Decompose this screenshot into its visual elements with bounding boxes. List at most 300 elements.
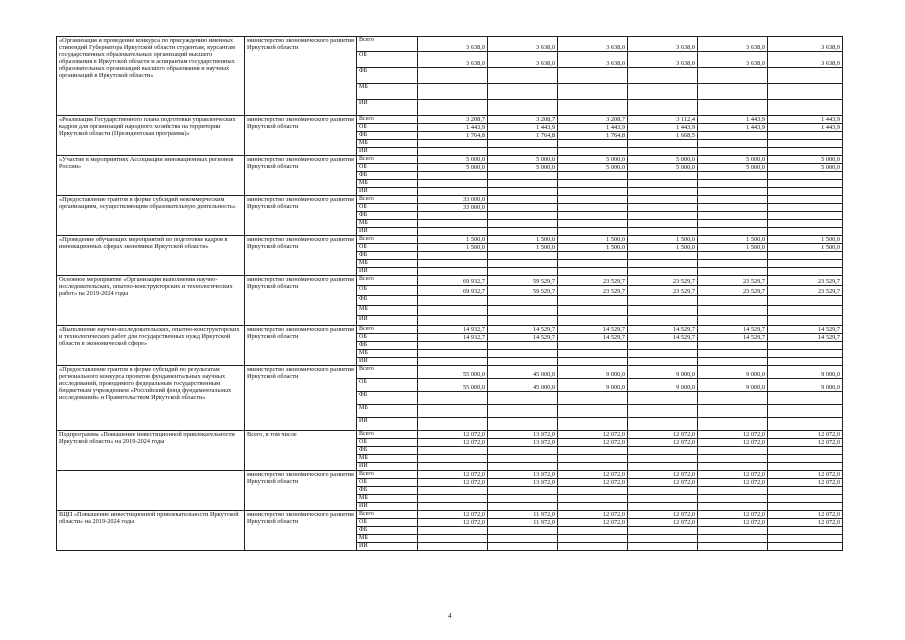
amount-cell: [488, 204, 558, 212]
amount-cell: [418, 180, 488, 188]
amount-cell: 23 529,7: [698, 276, 768, 286]
amount-cell: 12 072,0: [628, 511, 698, 519]
amount-cell: [418, 148, 488, 156]
table-row: [57, 236, 843, 244]
table-row: [57, 366, 843, 379]
amount-cell: [768, 100, 843, 116]
amount-cell: [418, 316, 488, 326]
funding-source-cell: ИИ: [357, 268, 418, 276]
funding-source-cell: ФБ: [357, 132, 418, 140]
amount-cell: [488, 260, 558, 268]
funding-source-cell: ОБ: [357, 204, 418, 212]
amount-cell: 59 529,7: [488, 276, 558, 286]
amount-cell: [768, 418, 843, 431]
amount-cell: [628, 418, 698, 431]
amount-cell: 5 000,0: [418, 156, 488, 164]
amount-cell: [698, 100, 768, 116]
amount-cell: [418, 535, 488, 543]
amount-cell: [488, 455, 558, 463]
funding-source-cell: ОБ: [357, 439, 418, 447]
amount-cell: 1 500,0: [698, 236, 768, 244]
amount-cell: [698, 196, 768, 204]
amount-cell: 3 638,0: [558, 37, 628, 52]
amount-cell: 14 529,7: [558, 326, 628, 334]
amount-cell: [698, 260, 768, 268]
amount-cell: [418, 84, 488, 100]
amount-cell: [488, 316, 558, 326]
amount-cell: 12 072,0: [768, 519, 843, 527]
funding-source-cell: МБ: [357, 455, 418, 463]
amount-cell: [418, 140, 488, 148]
amount-cell: [628, 148, 698, 156]
amount-cell: [768, 543, 843, 551]
amount-cell: 12 072,0: [698, 511, 768, 519]
amount-cell: [768, 495, 843, 503]
amount-cell: [558, 495, 628, 503]
amount-cell: 1 764,8: [418, 132, 488, 140]
table-row: [57, 471, 843, 479]
amount-cell: [698, 306, 768, 316]
table-row: [57, 326, 843, 334]
amount-cell: [698, 220, 768, 228]
amount-cell: 12 072,0: [558, 479, 628, 487]
amount-cell: [698, 188, 768, 196]
amount-cell: 9 000,0: [628, 379, 698, 392]
amount-cell: [698, 316, 768, 326]
event-name-cell: «Проведение обучающих мероприятий по подготовке кадров в инновационных сферах экономики Иркутской области»: [57, 236, 245, 276]
amount-cell: 12 072,0: [698, 519, 768, 527]
amount-cell: [558, 350, 628, 358]
amount-cell: [418, 296, 488, 306]
amount-cell: [488, 447, 558, 455]
amount-cell: 1 443,9: [558, 124, 628, 132]
amount-cell: [628, 527, 698, 535]
amount-cell: 14 529,7: [488, 326, 558, 334]
amount-cell: [768, 204, 843, 212]
amount-cell: [488, 196, 558, 204]
event-name-cell: «Предоставление грантов в форме субсидий некоммерческим организациям, осуществляющим образовательную деятельность»: [57, 196, 245, 236]
amount-cell: [488, 68, 558, 84]
amount-cell: 14 932,7: [418, 334, 488, 342]
amount-cell: 5 000,0: [628, 164, 698, 172]
amount-cell: [768, 180, 843, 188]
funding-source-cell: ФБ: [357, 212, 418, 220]
amount-cell: 12 072,0: [768, 511, 843, 519]
amount-cell: 1 500,0: [558, 244, 628, 252]
amount-cell: [698, 392, 768, 405]
amount-cell: [628, 543, 698, 551]
funding-source-cell: Всего: [357, 511, 418, 519]
amount-cell: [558, 447, 628, 455]
amount-cell: 1 443,9: [418, 124, 488, 132]
amount-cell: 1 500,0: [698, 244, 768, 252]
funding-source-cell: ФБ: [357, 342, 418, 350]
amount-cell: [768, 252, 843, 260]
amount-cell: 1 500,0: [488, 236, 558, 244]
amount-cell: [768, 296, 843, 306]
amount-cell: 1 764,8: [488, 132, 558, 140]
event-name-cell: «Участие в мероприятиях Ассоциации инновационных регионов России»: [57, 156, 245, 196]
amount-cell: [698, 132, 768, 140]
amount-cell: [698, 252, 768, 260]
amount-cell: 12 072,0: [698, 479, 768, 487]
amount-cell: [628, 316, 698, 326]
amount-cell: [418, 306, 488, 316]
amount-cell: 12 072,0: [558, 439, 628, 447]
funding-source-cell: ОБ: [357, 379, 418, 392]
amount-cell: [768, 463, 843, 471]
amount-cell: [628, 84, 698, 100]
amount-cell: 11 972,0: [488, 519, 558, 527]
amount-cell: [698, 358, 768, 366]
amount-cell: [488, 220, 558, 228]
amount-cell: 12 072,0: [698, 439, 768, 447]
amount-cell: 55 000,0: [418, 366, 488, 379]
funding-source-cell: МБ: [357, 260, 418, 268]
amount-cell: 12 072,0: [698, 471, 768, 479]
funding-source-cell: ФБ: [357, 392, 418, 405]
funding-source-cell: ИИ: [357, 228, 418, 236]
amount-cell: 5 000,0: [698, 156, 768, 164]
funding-source-cell: МБ: [357, 405, 418, 418]
funding-source-cell: ФБ: [357, 447, 418, 455]
amount-cell: [628, 212, 698, 220]
funding-source-cell: ОБ: [357, 52, 418, 68]
amount-cell: 3 208,7: [418, 116, 488, 124]
funding-source-cell: ОБ: [357, 124, 418, 132]
amount-cell: 3 638,0: [768, 52, 843, 68]
amount-cell: 5 000,0: [488, 156, 558, 164]
amount-cell: [768, 405, 843, 418]
amount-cell: [768, 392, 843, 405]
amount-cell: [418, 405, 488, 418]
amount-cell: [558, 84, 628, 100]
amount-cell: [628, 535, 698, 543]
amount-cell: [768, 535, 843, 543]
executor-cell: министерство экономического развития Иркутской области: [245, 236, 357, 276]
amount-cell: [488, 212, 558, 220]
executor-cell: министерство экономического развития Иркутской области: [245, 276, 357, 326]
amount-cell: [418, 418, 488, 431]
event-name-cell: Основное мероприятие «Организация выполнения научно-исследовательских, опытно-конструкторских и технологических работ» на 2019-2024 годы: [57, 276, 245, 326]
amount-cell: 12 072,0: [698, 431, 768, 439]
amount-cell: [418, 260, 488, 268]
funding-source-cell: ИИ: [357, 543, 418, 551]
amount-cell: [628, 172, 698, 180]
amount-cell: 33 000,0: [418, 204, 488, 212]
funding-source-cell: МБ: [357, 180, 418, 188]
amount-cell: 5 000,0: [558, 156, 628, 164]
event-name-cell: ВЦП «Повышение инвестиционной привлекательности Иркутской области» на 2019-2024 годы: [57, 511, 245, 551]
amount-cell: 1 443,9: [768, 116, 843, 124]
amount-cell: [698, 495, 768, 503]
amount-cell: [418, 188, 488, 196]
amount-cell: [418, 100, 488, 116]
amount-cell: [628, 140, 698, 148]
amount-cell: [558, 268, 628, 276]
amount-cell: 23 529,7: [768, 286, 843, 296]
amount-cell: 9 000,0: [698, 379, 768, 392]
amount-cell: 11 972,0: [488, 511, 558, 519]
amount-cell: [768, 447, 843, 455]
funding-source-cell: ОБ: [357, 164, 418, 172]
amount-cell: [418, 527, 488, 535]
amount-cell: 12 072,0: [418, 519, 488, 527]
amount-cell: [488, 268, 558, 276]
funding-source-cell: Всего: [357, 326, 418, 334]
amount-cell: 45 000,0: [488, 366, 558, 379]
amount-cell: 3 638,0: [698, 52, 768, 68]
table-row: [57, 156, 843, 164]
amount-cell: 12 072,0: [768, 479, 843, 487]
amount-cell: 12 072,0: [558, 519, 628, 527]
amount-cell: [628, 68, 698, 84]
funding-source-cell: ОБ: [357, 479, 418, 487]
amount-cell: [488, 172, 558, 180]
amount-cell: 1 500,0: [628, 236, 698, 244]
amount-cell: 9 000,0: [558, 366, 628, 379]
amount-cell: [628, 463, 698, 471]
amount-cell: 69 932,7: [418, 276, 488, 286]
amount-cell: [768, 140, 843, 148]
event-name-cell: «Выполнение научно-исследовательских, опытно-конструкторских и технологических работ для государственных нужд Иркутской области в экономической сфере»: [57, 326, 245, 366]
executor-cell: министерство экономического развития Иркутской области: [245, 471, 357, 511]
amount-cell: [698, 172, 768, 180]
amount-cell: [698, 342, 768, 350]
amount-cell: [418, 268, 488, 276]
amount-cell: 9 000,0: [768, 379, 843, 392]
amount-cell: [488, 535, 558, 543]
amount-cell: [418, 350, 488, 358]
amount-cell: [558, 418, 628, 431]
amount-cell: [488, 527, 558, 535]
amount-cell: [418, 503, 488, 511]
amount-cell: [418, 495, 488, 503]
funding-source-cell: Всего: [357, 366, 418, 379]
amount-cell: [698, 212, 768, 220]
amount-cell: [768, 455, 843, 463]
amount-cell: [628, 252, 698, 260]
amount-cell: [628, 487, 698, 495]
amount-cell: [418, 252, 488, 260]
amount-cell: [698, 405, 768, 418]
amount-cell: 14 529,7: [698, 334, 768, 342]
amount-cell: [558, 535, 628, 543]
funding-source-cell: ФБ: [357, 172, 418, 180]
amount-cell: [768, 220, 843, 228]
amount-cell: [488, 350, 558, 358]
amount-cell: 14 529,7: [628, 334, 698, 342]
amount-cell: [768, 148, 843, 156]
amount-cell: [698, 84, 768, 100]
amount-cell: 1 668,5: [628, 132, 698, 140]
amount-cell: 1 443,9: [488, 124, 558, 132]
funding-source-cell: ИИ: [357, 188, 418, 196]
table-row: [57, 196, 843, 204]
table-row: [57, 431, 843, 439]
executor-cell: министерство экономического развития Иркутской области: [245, 366, 357, 431]
amount-cell: [488, 180, 558, 188]
amount-cell: [628, 188, 698, 196]
amount-cell: 9 000,0: [628, 366, 698, 379]
amount-cell: 1 500,0: [488, 244, 558, 252]
executor-cell: министерство экономического развития Иркутской области: [245, 511, 357, 551]
amount-cell: 12 072,0: [628, 519, 698, 527]
amount-cell: [628, 342, 698, 350]
amount-cell: [488, 296, 558, 306]
executor-cell: министерство экономического развития Иркутской области: [245, 326, 357, 366]
amount-cell: [558, 196, 628, 204]
amount-cell: [558, 306, 628, 316]
amount-cell: 12 072,0: [628, 431, 698, 439]
page-number: 4: [448, 612, 452, 620]
amount-cell: 3 638,0: [488, 37, 558, 52]
amount-cell: [768, 68, 843, 84]
amount-cell: 5 000,0: [768, 164, 843, 172]
amount-cell: 12 072,0: [628, 471, 698, 479]
amount-cell: [698, 148, 768, 156]
amount-cell: [558, 260, 628, 268]
amount-cell: 1 443,9: [768, 124, 843, 132]
amount-cell: [488, 342, 558, 350]
amount-cell: [488, 148, 558, 156]
amount-cell: 55 000,0: [418, 379, 488, 392]
funding-source-cell: ФБ: [357, 527, 418, 535]
event-name-cell: «Реализация Государственного плана подготовки управленческих кадров для организаций народного хозяйства на территории Иркутской области (Президентская программа)»: [57, 116, 245, 156]
amount-cell: [628, 220, 698, 228]
funding-source-cell: ОБ: [357, 244, 418, 252]
event-name-cell: [57, 471, 245, 511]
event-name-cell: Подпрограмма «Повышение инвестиционной привлекательности Иркутской области» на 2019-2024 годы: [57, 431, 245, 471]
funding-source-cell: ОБ: [357, 334, 418, 342]
amount-cell: [628, 180, 698, 188]
amount-cell: [418, 68, 488, 84]
amount-cell: 14 529,7: [628, 326, 698, 334]
executor-cell: министерство экономического развития Иркутской области: [245, 37, 357, 116]
amount-cell: [418, 358, 488, 366]
amount-cell: 3 208,7: [488, 116, 558, 124]
amount-cell: [558, 172, 628, 180]
amount-cell: [768, 342, 843, 350]
amount-cell: 5 000,0: [768, 156, 843, 164]
amount-cell: [768, 358, 843, 366]
amount-cell: 12 072,0: [418, 439, 488, 447]
amount-cell: 12 072,0: [768, 431, 843, 439]
amount-cell: [768, 84, 843, 100]
amount-cell: [558, 188, 628, 196]
event-name-cell: «Организация и проведение конкурса по присуждению именных стипендий Губернатора Иркутской области студентам, курсантам государственных образовательных организаций высшего образования в Иркутской области и аспирантам государственных образовательных организаций высшего образования и научных организаций в Иркутской области»: [57, 37, 245, 116]
amount-cell: [698, 68, 768, 84]
amount-cell: 3 638,0: [418, 37, 488, 52]
amount-cell: [628, 196, 698, 204]
amount-cell: 12 072,0: [628, 439, 698, 447]
amount-cell: [418, 342, 488, 350]
budget-table: [56, 36, 843, 551]
amount-cell: 9 000,0: [768, 366, 843, 379]
amount-cell: 12 072,0: [768, 471, 843, 479]
amount-cell: [768, 503, 843, 511]
amount-cell: [488, 100, 558, 116]
funding-source-cell: ФБ: [357, 68, 418, 84]
amount-cell: 3 638,0: [628, 37, 698, 52]
amount-cell: [558, 543, 628, 551]
amount-cell: [488, 228, 558, 236]
funding-source-cell: ФБ: [357, 296, 418, 306]
amount-cell: [418, 212, 488, 220]
amount-cell: 14 932,7: [418, 326, 488, 334]
funding-source-cell: Всего: [357, 276, 418, 286]
funding-source-cell: ИИ: [357, 418, 418, 431]
amount-cell: [558, 463, 628, 471]
amount-cell: 1 443,9: [698, 116, 768, 124]
funding-source-cell: ИИ: [357, 316, 418, 326]
amount-cell: [768, 260, 843, 268]
amount-cell: [558, 68, 628, 84]
amount-cell: 1 443,9: [628, 124, 698, 132]
amount-cell: 23 529,7: [768, 276, 843, 286]
amount-cell: [488, 543, 558, 551]
amount-cell: [488, 188, 558, 196]
amount-cell: 14 529,7: [698, 326, 768, 334]
amount-cell: [768, 487, 843, 495]
amount-cell: 12 072,0: [558, 471, 628, 479]
amount-cell: 14 529,7: [768, 326, 843, 334]
amount-cell: [698, 350, 768, 358]
amount-cell: [418, 455, 488, 463]
funding-source-cell: Всего: [357, 236, 418, 244]
amount-cell: [698, 487, 768, 495]
amount-cell: 23 529,7: [558, 276, 628, 286]
amount-cell: [558, 455, 628, 463]
amount-cell: 1 500,0: [418, 244, 488, 252]
funding-source-cell: ИИ: [357, 503, 418, 511]
amount-cell: 5 000,0: [418, 164, 488, 172]
amount-cell: [768, 228, 843, 236]
amount-cell: [558, 100, 628, 116]
amount-cell: 59 529,7: [488, 286, 558, 296]
amount-cell: 69 932,7: [418, 286, 488, 296]
amount-cell: [698, 503, 768, 511]
amount-cell: [558, 487, 628, 495]
amount-cell: 13 972,0: [488, 479, 558, 487]
executor-cell: министерство экономического развития Иркутской области: [245, 116, 357, 156]
amount-cell: [628, 405, 698, 418]
funding-source-cell: ИИ: [357, 100, 418, 116]
amount-cell: 12 072,0: [558, 511, 628, 519]
amount-cell: [418, 463, 488, 471]
amount-cell: 3 208,7: [558, 116, 628, 124]
amount-cell: 5 000,0: [698, 164, 768, 172]
funding-source-cell: МБ: [357, 495, 418, 503]
amount-cell: 3 112,4: [628, 116, 698, 124]
amount-cell: [418, 392, 488, 405]
amount-cell: [418, 487, 488, 495]
amount-cell: [698, 455, 768, 463]
funding-source-cell: ОБ: [357, 519, 418, 527]
amount-cell: 1 500,0: [768, 236, 843, 244]
funding-source-cell: ИИ: [357, 358, 418, 366]
amount-cell: 14 529,7: [558, 334, 628, 342]
amount-cell: [558, 204, 628, 212]
amount-cell: [698, 447, 768, 455]
amount-cell: [768, 268, 843, 276]
funding-source-cell: МБ: [357, 535, 418, 543]
amount-cell: [698, 140, 768, 148]
amount-cell: [768, 196, 843, 204]
amount-cell: [628, 447, 698, 455]
amount-cell: [628, 306, 698, 316]
amount-cell: 13 972,0: [488, 431, 558, 439]
